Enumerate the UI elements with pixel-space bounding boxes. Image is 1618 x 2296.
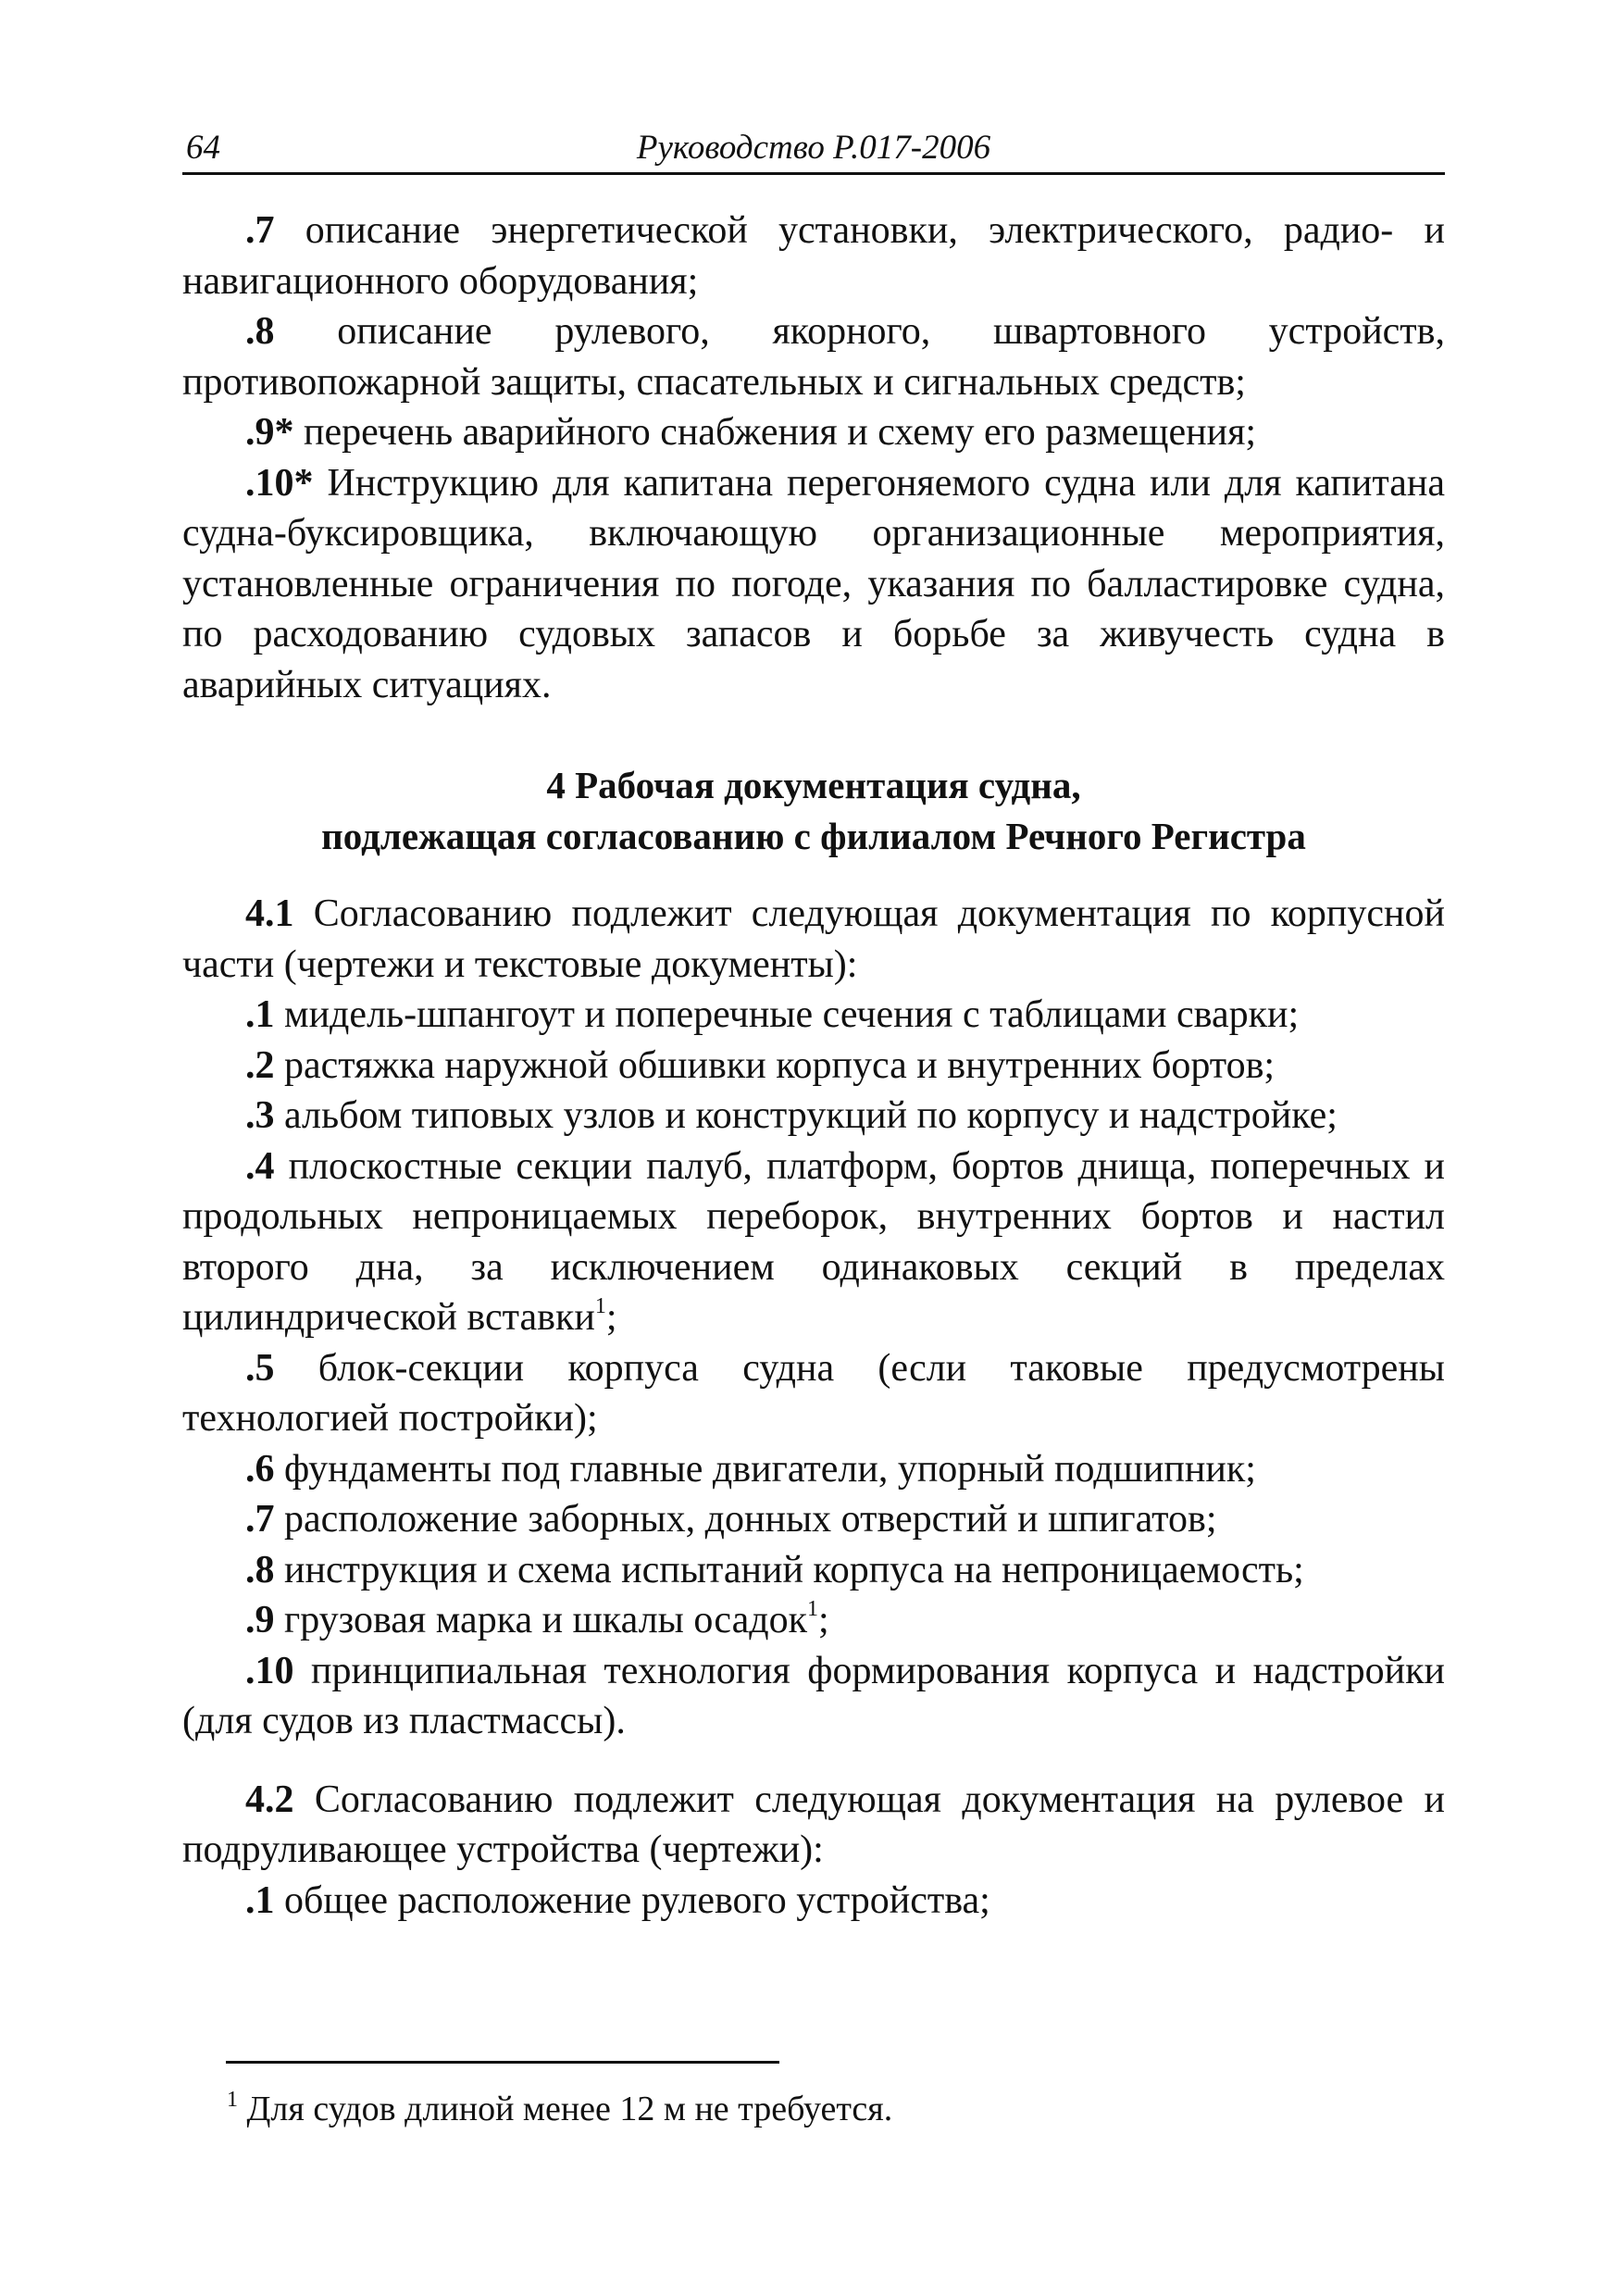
footnote-marker: 1 bbox=[227, 2088, 238, 2112]
list-item-b6 bbox=[182, 1444, 1445, 1495]
item-text: Инструкцию для капитана перегоняемого судна или для капитана судна-буксировщика, включающую организационные мероприятия, установленные ограничения по погоде, указания по балластировке судна, по расходованию судовых запасов и борьбе за живучесть судна в аварийных ситуациях. bbox=[182, 461, 1445, 706]
item-text: описание энергетической установки, электрического, радио- и навигационного оборудования; bbox=[182, 209, 1445, 303]
item-number: .8 bbox=[245, 310, 275, 353]
list-item-a10 bbox=[182, 458, 1445, 711]
list-item-a8 bbox=[182, 306, 1445, 407]
list-item-c1 bbox=[182, 1876, 1445, 1927]
item-text: перечень аварийного снабжения и схему его размещения; bbox=[293, 411, 1257, 454]
item-number: .10* bbox=[245, 461, 314, 505]
footnote bbox=[227, 2087, 892, 2131]
item-text: фундаменты под главные двигатели, упорный подшипник; bbox=[274, 1447, 1256, 1491]
footnote-ref: 1 bbox=[594, 1294, 606, 1318]
list-item-b2 bbox=[182, 1041, 1445, 1092]
page-body bbox=[182, 206, 1445, 1926]
section-heading bbox=[182, 760, 1445, 861]
item-text: альбом типовых узлов и конструкций по корпусу и надстройке; bbox=[274, 1094, 1338, 1137]
item-text: мидель-шпангоут и поперечные сечения с таблицами сварки; bbox=[274, 993, 1300, 1036]
item-text: принципиальная технология формирования корпуса и надстройки (для судов из пластмассы). bbox=[182, 1649, 1445, 1742]
item-number: .2 bbox=[245, 1043, 275, 1087]
clause-text: Согласованию подлежит следующая документация по корпусной части (чертежи и текстовые документы): bbox=[182, 892, 1445, 986]
item-number: .3 bbox=[245, 1094, 275, 1137]
document-page bbox=[182, 0, 1445, 2296]
clause-number: 4.2 bbox=[245, 1778, 294, 1821]
running-header bbox=[182, 128, 1445, 175]
list-item-a7 bbox=[182, 206, 1445, 306]
item-number: .6 bbox=[245, 1447, 275, 1491]
list-item-b10 bbox=[182, 1646, 1445, 1747]
item-text: общее расположение рулевого устройства; bbox=[274, 1878, 990, 1922]
clause-number: 4.1 bbox=[245, 892, 294, 935]
list-item-b5 bbox=[182, 1343, 1445, 1444]
clause-text: Согласованию подлежит следующая документация на рулевое и подруливающее устройства (чертежи): bbox=[182, 1778, 1445, 1871]
paragraph-4-2 bbox=[182, 1775, 1445, 1876]
item-number: .1 bbox=[245, 993, 275, 1036]
list-item-a9 bbox=[182, 407, 1445, 458]
item-text: описание рулевого, якорного, швартовного устройств, противопожарной защиты, спасательных и сигнальных средств; bbox=[182, 310, 1445, 404]
item-number: .1 bbox=[245, 1878, 275, 1922]
section-heading-line2: подлежащая согласованию с филиалом Речного Регистра bbox=[321, 814, 1306, 857]
footnote-ref: 1 bbox=[807, 1597, 818, 1621]
paragraph-4-1 bbox=[182, 889, 1445, 990]
item-number: .7 bbox=[245, 1498, 275, 1541]
item-number: .8 bbox=[245, 1548, 275, 1591]
item-text: блок-секции корпуса судна (если таковые предусмотрены технологией постройки); bbox=[182, 1346, 1445, 1440]
item-number: .10 bbox=[245, 1649, 294, 1692]
list-item-b8 bbox=[182, 1545, 1445, 1596]
list-item-b1 bbox=[182, 990, 1445, 1041]
item-number: .4 bbox=[245, 1144, 275, 1188]
item-text: инструкция и схема испытаний корпуса на непроницаемость; bbox=[274, 1548, 1304, 1591]
list-item-b4 bbox=[182, 1142, 1445, 1343]
list-item-b7 bbox=[182, 1494, 1445, 1545]
item-number: .9 bbox=[245, 1599, 275, 1641]
item-number: .9* bbox=[245, 411, 294, 454]
footnote-divider bbox=[226, 2061, 779, 2064]
item-text: плоскостные секции палуб, платформ, бортов днища, поперечных и продольных непроницаемых переборок, внутренних бортов и настил второго дна, за исключением одинаковых секций в пределах цилиндрической вставки bbox=[182, 1144, 1445, 1339]
page-number: 64 bbox=[186, 129, 220, 167]
item-text: грузовая марка и шкалы осадок bbox=[274, 1599, 807, 1641]
item-number: .7 bbox=[245, 209, 275, 252]
document-title: Руководство Р.017-2006 bbox=[636, 129, 991, 167]
item-number: .5 bbox=[245, 1346, 275, 1390]
list-item-b3 bbox=[182, 1091, 1445, 1142]
footnote-text: Для судов длиной менее 12 м не требуется. bbox=[238, 2090, 893, 2128]
item-text: растяжка наружной обшивки корпуса и внутренних бортов; bbox=[274, 1043, 1276, 1087]
item-tail: ; bbox=[605, 1296, 617, 1339]
item-tail: ; bbox=[818, 1599, 829, 1641]
item-text: расположение заборных, донных отверстий и шпигатов; bbox=[274, 1498, 1217, 1541]
section-heading-line1: 4 Рабочая документация судна, bbox=[546, 764, 1081, 806]
list-item-b9 bbox=[182, 1595, 1445, 1646]
